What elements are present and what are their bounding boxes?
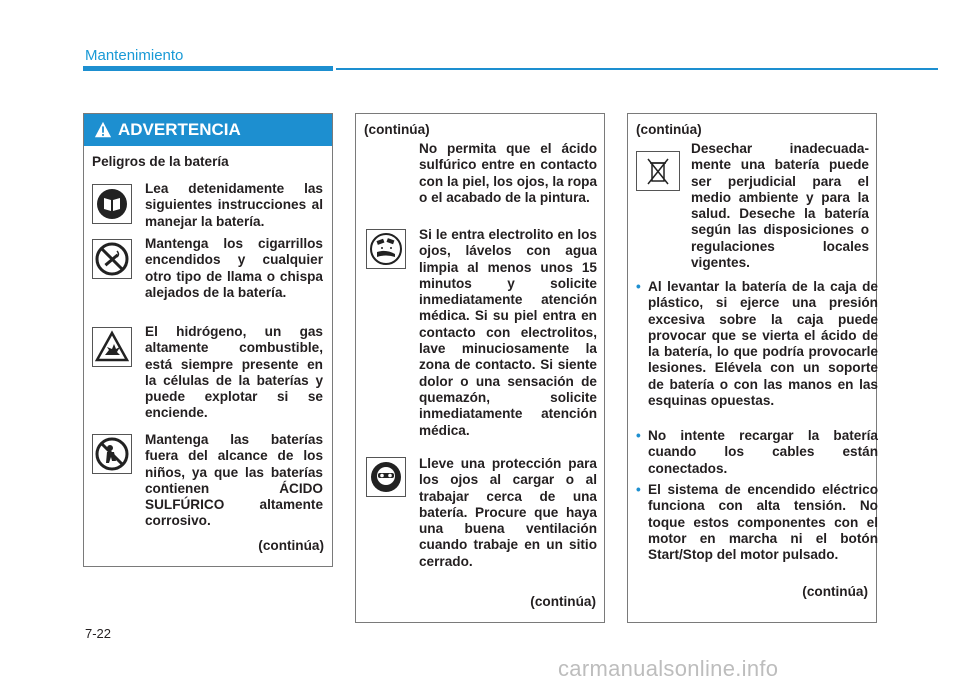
page-number: 7-22 [85,626,112,641]
bullet-item: • El sistema de encendido eléctrico funciona con alta tensión. No toque estos componentes con el motor en marcha ni el botón Start/Stop del motor pulsado. [636,482,878,563]
keep-children-away-icon [92,434,132,474]
bullet-item: • Al levantar la batería de la caja de plástico, si ejerce una presión excesiva sobre la caja puede provocar que se vierta el ácido de la batería, lo que podría provocarle lesiones. Elévela con un soporte de batería o con las manos en las esquinas opuestas. [636,279,878,409]
warning-banner [84,114,332,146]
warning-panel-2 [355,113,605,623]
no-smoking-icon [92,239,132,279]
continued-label: (continúa) [802,584,868,599]
recycle-text: Desechar inadecuada-mente una batería puede ser perjudicial para el medio ambiente y para la salud. Deseche la batería según las disposiciones o regulaciones locales vigentes. [691,141,869,271]
manual-book-icon [92,184,132,224]
warning-triangle-icon [94,121,112,139]
intro-text: No permita que el ácido sulfúrico entre en contacto con la piel, los ojos, la ropa o el acabado de la pintura. [419,141,597,205]
header-rule-thick [83,66,333,71]
continued-label: (continúa) [530,594,596,609]
item-text: Mantenga los cigarrillos encendidos y cualquier otro tipo de llama o chispa alejados de la batería. [145,236,323,300]
continued-top-label: (continúa) [636,122,702,137]
warning-panel-1 [83,113,333,567]
warning-panel-3 [627,113,877,623]
battery-hazards-heading: Peligros de la batería [92,154,229,169]
eye-protection-icon [366,457,406,497]
bullet-dot-icon: • [636,428,641,443]
item-text: Si le entra electrolito en los ojos, lávelos con agua limpia al menos unos 15 minutos y solicite inmediatamente atención médica. Si su piel entra en contacto con electrolitos, lave minuciosamente la zona de contacto. Si siente dolor o una sensación de quemazón, solicite inmediatamente atención médica. [419,227,597,438]
crossed-bin-icon [636,151,680,191]
bullet-dot-icon: • [636,482,641,497]
explosion-icon [92,327,132,367]
warning-banner-label: ADVERTENCIA [118,120,241,139]
header-rule-thin [336,68,938,70]
bullet-item: • No intente recargar la batería cuando los cables están conectados. [636,428,878,476]
watermark: carmanualsonline.info [558,656,779,681]
bullet-dot-icon: • [636,279,641,294]
item-text: Lea detenidamente las siguientes instrucciones al manejar la batería. [145,181,323,229]
section-title: Mantenimiento [85,47,184,64]
item-text: Lleve una protección para los ojos al cargar o al trabajar cerca de una batería. Procure que haya una buena ventilación cuando trabaje en un sitio cerrado. [419,456,597,569]
item-text: El hidrógeno, un gas altamente combustible, está siempre presente en la células de la baterías y puede explotar si se enciende. [145,324,323,421]
item-text: Mantenga las baterías fuera del alcance de los niños, ya que las baterías contienen ÁCIDO SULFÚRICO altamente corrosivo. [145,432,323,529]
continued-label: (continúa) [258,538,324,553]
corrosive-acid-icon [366,229,406,269]
continued-top-label: (continúa) [364,122,430,137]
